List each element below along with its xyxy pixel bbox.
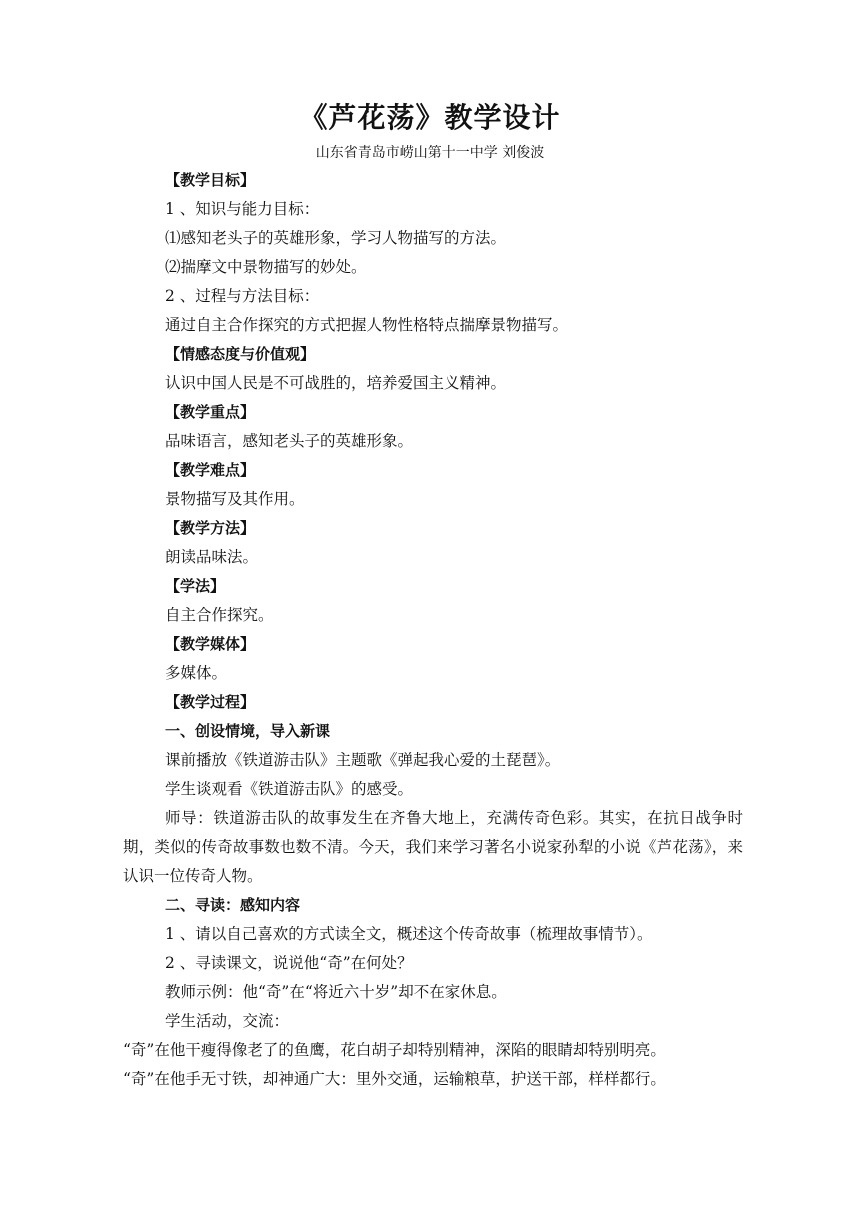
paragraph-line: ⑴感知老头子的英雄形象，学习人物描写的方法。 (165, 229, 507, 247)
paragraph-line: “奇”在他手无寸铁，却神通广大：里外交通，运输粮草，护送干部，样样都行。 (123, 1070, 666, 1088)
paragraph-line: “奇”在他干瘦得像老了的鱼鹰，花白胡子却特别精神，深陷的眼睛却特别明亮。 (123, 1041, 666, 1059)
paragraph-line: 学生活动，交流： (165, 1012, 290, 1030)
section-heading: 【教学方法】 (165, 519, 256, 537)
subsection-heading: 一、创设情境，导入新课 (165, 722, 331, 740)
paragraph-line: 景物描写及其作用。 (165, 490, 305, 508)
paragraph-line: 2 、寻读课文，说说他“奇”在何处？ (165, 954, 413, 972)
document-body (123, 166, 743, 1094)
paragraph-line: 课前播放《铁道游击队》主题歌《弹起我心爱的土琵琶》。 (165, 751, 561, 769)
paragraph-line: 1 、知识与能力目标： (165, 200, 320, 218)
paragraph-line: 朗读品味法。 (165, 548, 259, 566)
paragraph-line: ⑵揣摩文中景物描写的妙处。 (165, 258, 367, 276)
section-heading: 【情感态度与价值观】 (165, 345, 316, 363)
paragraph-line: 多媒体。 (165, 664, 228, 682)
paragraph-line: 2 、过程与方法目标： (165, 287, 320, 305)
paragraph-line: 认识中国人民是不可战胜的，培养爱国主义精神。 (165, 374, 507, 392)
paragraph-line: 师导：铁道游击队的故事发生在齐鲁大地上，充满传奇色彩。其实，在抗日战争时期，类似的传奇故事数也数不清。今天，我们来学习著名小说家孙犁的小说《芦花荡》，来认识一位传奇人物。 (123, 809, 743, 885)
paragraph-line: 品味语言，感知老头子的英雄形象。 (165, 432, 414, 450)
section-heading: 【教学难点】 (165, 461, 256, 479)
paragraph-line: 自主合作探究。 (165, 606, 274, 624)
section-heading: 【教学目标】 (165, 171, 256, 189)
paragraph-line: 1 、请以自己喜欢的方式读全文，概述这个传奇故事（梳理故事情节）。 (165, 925, 653, 943)
subsection-heading: 二、寻读：感知内容 (165, 896, 301, 914)
paragraph-line: 通过自主合作探究的方式把握人物性格特点揣摩景物描写。 (165, 316, 569, 334)
document-author: 山东省青岛市崂山第十一中学 刘俊波 (315, 145, 545, 161)
section-heading: 【教学过程】 (165, 693, 256, 711)
paragraph-line: 学生谈观看《铁道游击队》的感受。 (165, 780, 414, 798)
section-heading: 【教学媒体】 (165, 635, 256, 653)
section-heading: 【学法】 (165, 577, 226, 595)
section-heading: 【教学重点】 (165, 403, 256, 421)
paragraph-line: 教师示例：他“奇”在“将近六十岁”却不在家休息。 (165, 983, 507, 1001)
document-title: 《芦花荡》教学设计 (299, 101, 561, 134)
